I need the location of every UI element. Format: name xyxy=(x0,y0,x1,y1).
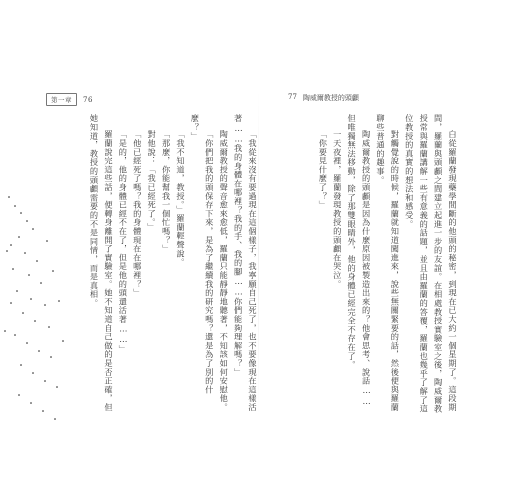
star-dot xyxy=(44,380,46,382)
star-dot xyxy=(10,302,12,304)
star-dot xyxy=(30,298,32,300)
paragraph: 「他已經死了嗎？我的身體現在在哪裡？」 xyxy=(132,130,143,298)
star-dot xyxy=(20,212,22,214)
paragraph: 「是的，他的身體已經不在了，但是他的頭還活著……」 xyxy=(118,130,129,354)
star-dot xyxy=(32,372,34,374)
star-dot xyxy=(6,250,8,252)
star-dot xyxy=(34,320,36,322)
star-dot xyxy=(32,228,34,230)
star-dot xyxy=(16,290,18,292)
star-dot xyxy=(4,330,6,332)
star-dot xyxy=(10,244,12,246)
right-running-header xyxy=(288,93,359,103)
right-page-body xyxy=(270,114,460,414)
paragraph: 「我不知道，教授。」羅蘭輕聲說。 xyxy=(175,130,186,268)
paragraph: 羅蘭說完這些話，便轉身離開了實驗室。她不知道自己做的是否正確，但她知道，教授的頭顱需要的不是同情，而是真相。 xyxy=(89,114,114,412)
star-dot xyxy=(26,220,28,222)
star-dot xyxy=(42,410,44,412)
star-dot xyxy=(12,268,14,270)
star-dot xyxy=(18,236,20,238)
star-dot xyxy=(56,386,58,388)
paragraph: 「那麼，你能幫我一個忙嗎？」 xyxy=(161,130,172,254)
star-dot xyxy=(20,364,22,366)
left-page-body xyxy=(82,114,260,414)
star-dot xyxy=(50,356,52,358)
star-dot xyxy=(38,350,40,352)
star-dot xyxy=(28,274,30,276)
star-dot xyxy=(18,394,20,396)
book-title: 陶威爾教授的頭顱 xyxy=(302,94,359,102)
left-running-header xyxy=(46,93,93,106)
star-dot xyxy=(26,342,28,344)
chapter-label: 第一章 xyxy=(46,93,77,106)
paragraph: 對觸覺說的時候，羅蘭就知道闖進來，說些無關緊要的話，然後便與羅蘭聊些普通的趣事。 xyxy=(375,114,401,412)
star-dot xyxy=(46,240,48,242)
paragraph: 「你要見什麼了？」 xyxy=(318,130,329,210)
left-page-number: 76 xyxy=(83,95,93,104)
paragraph: 對他說：「我已經死了。」 xyxy=(147,130,158,232)
star-dot xyxy=(36,260,38,262)
star-dot xyxy=(62,340,64,342)
paragraph: 一天夜裡，羅蘭發現教授的頭顱在哭泣。 xyxy=(332,130,343,289)
paragraph: 陶威爾教授的頭顱是因為什麼原因被製造出來的？他會思考、說話……但唯獨無法移動，除了那雙眼睛外，他的身體已經完全不存在了。 xyxy=(347,114,372,407)
right-page-number: 77 xyxy=(288,93,297,101)
star-dot xyxy=(44,304,46,306)
star-dot xyxy=(30,402,32,404)
star-dot xyxy=(40,282,42,284)
star-dot xyxy=(24,252,26,254)
star-dot xyxy=(52,270,54,272)
paragraph: 「你們把我的頭保存下來，是為了繼續我的研究嗎？還是為了別的什麼？」 xyxy=(190,114,215,395)
paragraph: 陶威爾教授的聲音愈來愈低，羅蘭只能靜靜地聽著，不知該如何安慰他。 xyxy=(219,130,230,412)
star-dot xyxy=(58,300,60,302)
paragraph: 「我從來沒有要過現在這個樣子，我寧願自己死了，也不要像現在這樣活著……我的身體在哪裡？我的手、我的腳……你們能夠理解嗎？」 xyxy=(233,114,258,412)
star-dot xyxy=(8,196,10,198)
star-dot xyxy=(22,312,24,314)
star-dot xyxy=(48,326,50,328)
star-dot xyxy=(14,334,16,336)
star-dot xyxy=(14,205,16,207)
star-decoration xyxy=(0,0,80,500)
star-dot xyxy=(54,418,56,420)
paragraph: 白從羅蘭發現藥學間斷的他頭的秘密，到現在已大約一個星期了。這段期間，羅蘭與頭顱之間建立起進一步的友誼。在相處教授實驗室之後，陶威爾教授常與羅蘭講解一些有意義的話題，並且由羅蘭的答覆，羅蘭也幾乎了解了這位教授的真實的想法和感受。 xyxy=(404,114,458,414)
